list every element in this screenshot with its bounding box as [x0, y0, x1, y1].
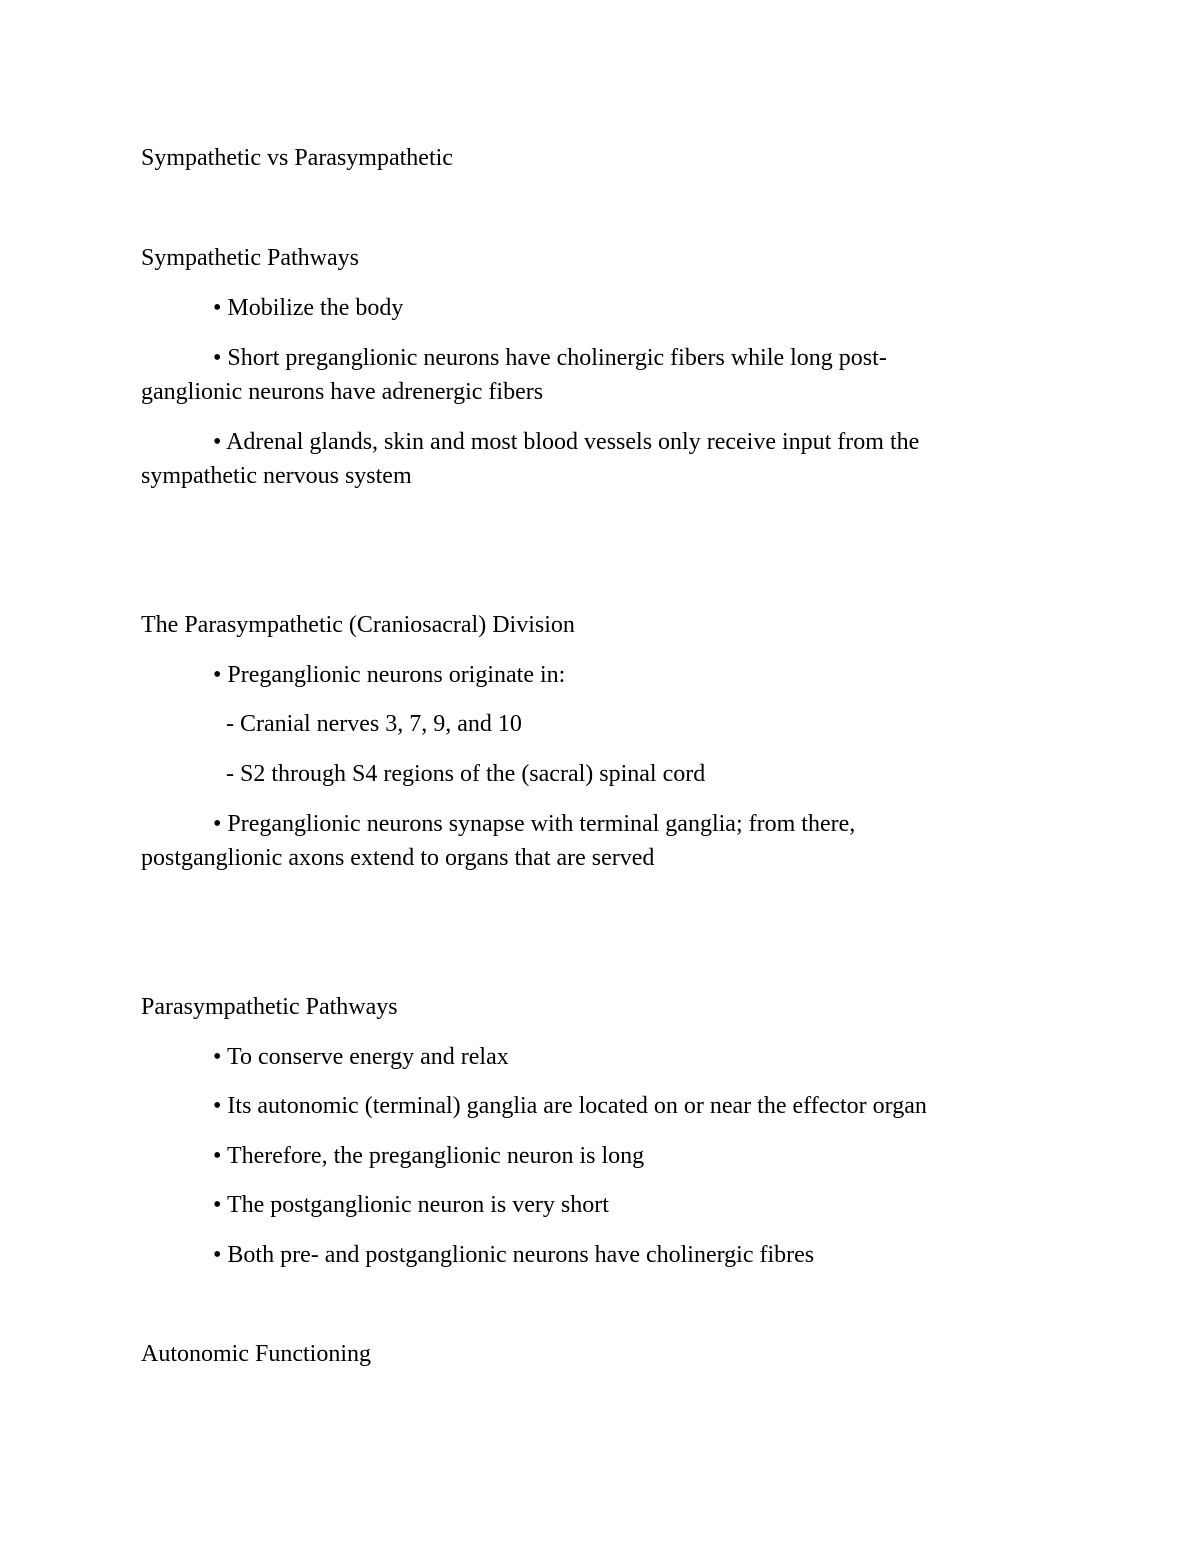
bullet-short-preganglionic-line-1: • Short preganglionic neurons have cholinergic fibers while long post- — [213, 345, 887, 371]
section-heading-parasympathetic-pathways: Parasympathetic Pathways — [141, 994, 398, 1020]
bullet-conserve-energy: • To conserve energy and relax — [213, 1044, 509, 1070]
section-heading-sympathetic-pathways: Sympathetic Pathways — [141, 245, 359, 271]
sub-item-sacral-regions: - S2 through S4 regions of the (sacral) spinal cord — [226, 761, 706, 787]
bullet-adrenal-glands-line-1: • Adrenal glands, skin and most blood vessels only receive input from the — [213, 429, 920, 455]
bullet-postganglionic-short: • The postganglionic neuron is very short — [213, 1192, 609, 1218]
bullet-mobilize-body: • Mobilize the body — [213, 295, 404, 321]
section-heading-parasympathetic-division: The Parasympathetic (Craniosacral) Division — [141, 612, 575, 638]
section-heading-autonomic-functioning: Autonomic Functioning — [141, 1341, 371, 1367]
bullet-adrenal-glands-line-2: sympathetic nervous system — [141, 463, 412, 489]
bullet-short-preganglionic-line-2: ganglionic neurons have adrenergic fibers — [141, 379, 544, 405]
document-title: Sympathetic vs Parasympathetic — [141, 145, 453, 171]
bullet-autonomic-ganglia-location: • Its autonomic (terminal) ganglia are located on or near the effector organ — [213, 1093, 927, 1119]
bullet-preganglionic-originate: • Preganglionic neurons originate in: — [213, 662, 566, 688]
bullet-preganglionic-long: • Therefore, the preganglionic neuron is long — [213, 1143, 645, 1169]
sub-item-cranial-nerves: - Cranial nerves 3, 7, 9, and 10 — [226, 711, 522, 737]
bullet-synapse-terminal-ganglia-line-1: • Preganglionic neurons synapse with terminal ganglia; from there, — [213, 811, 856, 837]
bullet-synapse-terminal-ganglia-line-2: postganglionic axons extend to organs that are served — [141, 845, 655, 871]
bullet-cholinergic-fibres: • Both pre- and postganglionic neurons have cholinergic fibres — [213, 1242, 815, 1268]
